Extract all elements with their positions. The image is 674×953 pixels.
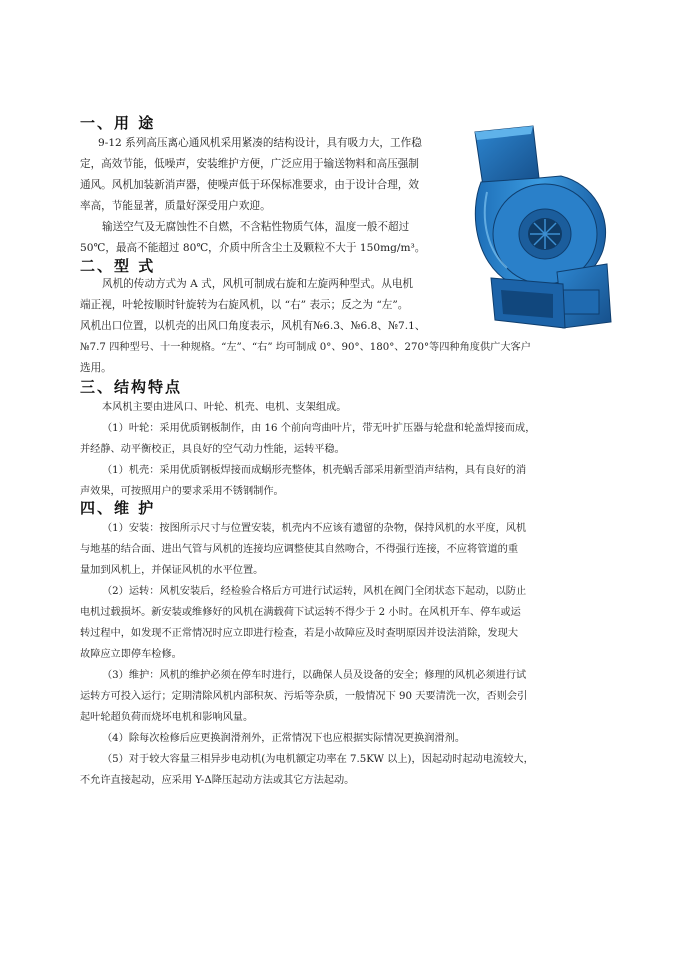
text-line: 选用。	[80, 362, 112, 374]
text-line: 风机出口位置，以机壳的出风口角度表示，风机有№6.3、№6.8、№7.1、	[80, 320, 426, 332]
text-line: （4）除每次检修后应更换润滑剂外，正常情况下也应根据实际情况更换润滑剂。	[102, 733, 466, 744]
text-line: 起叶轮超负荷而烧坏电机和影响风量。	[80, 712, 254, 723]
text-line: 输送空气及无腐蚀性不自燃，不含粘性物质气体，温度一般不超过	[102, 221, 410, 233]
text-line: №7.7 四种型号、十一种规格。“左”、“右” 均可制成 0°、90°、180°、270°等四种角度供广大客户	[80, 342, 531, 353]
usage-paragraph-2	[80, 217, 465, 259]
text-line: 电机过载损坏。新安装或维修好的风机在满载荷下试运转不得少于 2 小时。在风机开车、停车或运	[80, 607, 521, 618]
text-line: 声效果，可按照用户的要求采用不锈钢制作。	[80, 486, 284, 497]
text-line: 并经静、动平衡校正，具良好的空气动力性能，运转平稳。	[80, 444, 345, 455]
text-line: 风机的传动方式为 A 式，风机可制成右旋和左旋两种型式。从电机	[102, 278, 414, 290]
text-line: （2）运转：风机安装后，经检验合格后方可进行试运转，风机在阀门全闭状态下起动，以防止	[102, 586, 527, 597]
text-line: 率高，节能显著，质量好深受用户欢迎。	[80, 200, 271, 212]
text-line: 与地基的结合面、进出气管与风机的连接均应调整使其自然吻合，不得强行连接，不应将管道的重	[80, 544, 519, 555]
text-line: （1）叶轮：采用优质钢板制作，由 16 个前向弯曲叶片，带无叶扩压器与轮盘和轮盖焊接而成，	[102, 423, 536, 434]
text-line: 故障应立即停车检修。	[80, 649, 182, 660]
centrifugal-fan-image	[461, 122, 619, 330]
text-line: 通风。风机加装新消声器，使噪声低于环保标准要求，由于设计合理，效	[80, 179, 419, 191]
text-line: （3）维护：风机的维护必须在停车时进行，以确保人员及设备的安全；修理的风机必须进行试	[102, 670, 527, 681]
usage-paragraph-1	[80, 133, 460, 217]
section-title-maintenance: 四、维 护	[80, 499, 156, 517]
section-title-usage: 一、用 途	[80, 114, 156, 132]
text-line: 不允许直接起动，应采用 Y-Δ降压起动方法或其它方法起动。	[80, 775, 355, 786]
maintenance-paragraph	[80, 518, 600, 791]
text-line: （5）对于较大容量三相异步电动机(为电机额定功率在 7.5KW 以上)，因起动时起动电流较大，	[102, 754, 534, 765]
text-line: 运转方可投入运行；定期清除风机内部积灰、污垢等杂质，一般情况下 90 天要清洗一次，否则会引	[80, 691, 528, 702]
text-line: 端正视，叶轮按顺时针旋转为右旋风机，以 “右” 表示；反之为 “左”。	[80, 299, 409, 311]
section-title-features: 三、结构特点	[80, 378, 183, 396]
features-paragraph	[80, 397, 600, 502]
text-line: （1）机壳：采用优质钢板焊接而成蜗形壳整体，机壳蜗舌部采用新型消声结构，具有良好的消	[102, 465, 527, 476]
text-line: 定，高效节能，低噪声，安装维护方便，广泛应用于输送物料和高压强制	[80, 158, 419, 170]
text-line: 9-12 系列高压离心通风机采用紧凑的结构设计，具有吸力大，工作稳	[98, 137, 422, 149]
text-line: 本风机主要由进风口、叶轮、机壳、电机、支架组成。	[102, 402, 347, 413]
text-line: 量加到风机上，并保证风机的水平位置。	[80, 565, 264, 576]
text-line: 50℃，最高不能超过 80℃，介质中所含尘土及颗粒不大于 150mg/m³。	[80, 242, 426, 254]
text-line: 转过程中，如发现不正常情况时应立即进行检查，若是小故障应及时查明原因并设法消除，发现大	[80, 628, 519, 639]
section-title-type: 二、型 式	[80, 257, 156, 275]
type-paragraph	[80, 274, 531, 379]
text-line: （1）安装：按图所示尺寸与位置安装，机壳内不应该有遗留的杂物，保持风机的水平度，风机	[102, 523, 527, 534]
